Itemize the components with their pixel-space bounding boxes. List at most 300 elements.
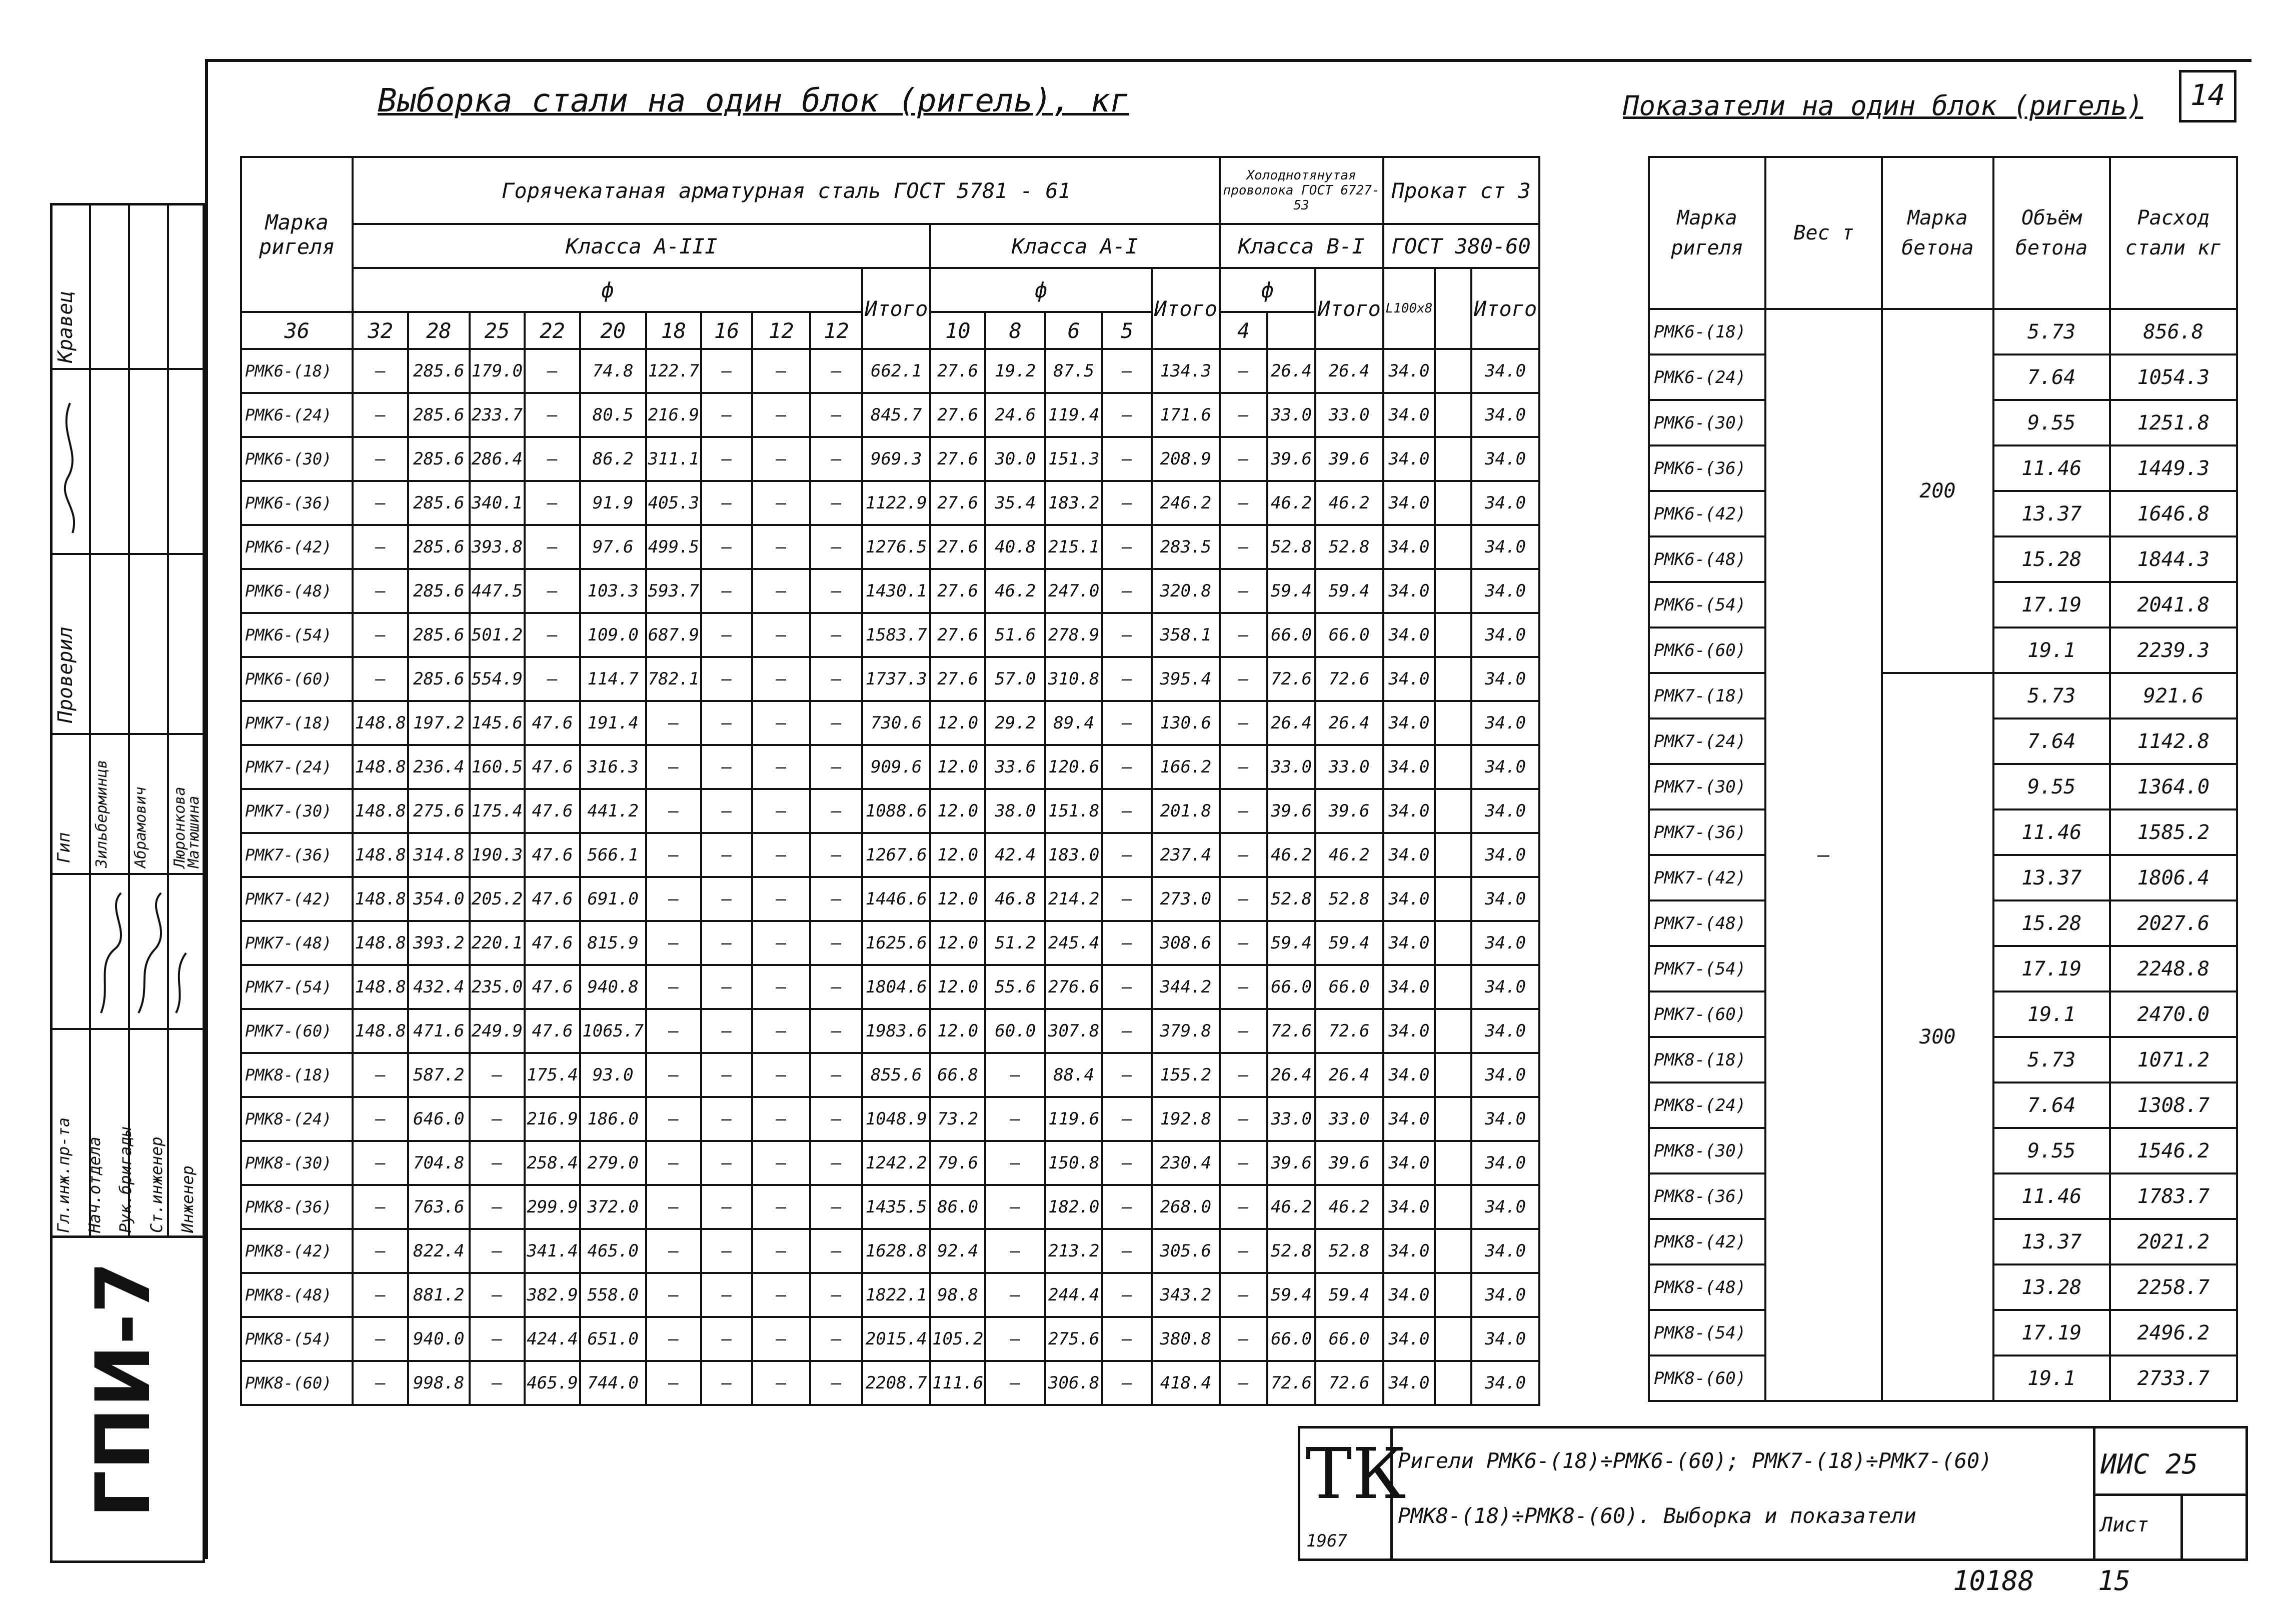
table-cell: — (1220, 1229, 1268, 1273)
table-cell: 465.9 (525, 1361, 580, 1405)
table-cell: 148.8 (353, 877, 408, 921)
table-cell: — (701, 1185, 752, 1229)
table-cell: 34.0 (1471, 1141, 1539, 1185)
table-cell: 2208.7 (862, 1361, 930, 1405)
row-mark: РМК6-(54) (1649, 582, 1765, 628)
table-cell: 1308.7 (2110, 1082, 2237, 1128)
table-cell: — (353, 1317, 408, 1361)
diameter-a3: 36 (241, 312, 353, 349)
table-cell: 311.1 (646, 437, 702, 481)
table-cell: 175.4 (525, 1053, 580, 1097)
table-row (241, 393, 1539, 437)
table-cell: 46.8 (985, 877, 1045, 921)
table-cell: 246.2 (1152, 481, 1220, 525)
table-cell: 197.2 (408, 701, 470, 745)
table-cell: 471.6 (408, 1009, 470, 1053)
table-cell: 1546.2 (2110, 1128, 2237, 1174)
table-cell: 1088.6 (862, 789, 930, 833)
row-mark: РМК7-(54) (241, 965, 353, 1009)
diameter-a3: 28 (408, 312, 470, 349)
table-cell: — (810, 1097, 862, 1141)
table-cell: 855.6 (862, 1053, 930, 1097)
table-cell: 34.0 (1471, 1097, 1539, 1141)
row-mark: РМК7-(48) (241, 921, 353, 965)
table-cell: 191.4 (580, 701, 646, 745)
table-cell: 148.8 (353, 965, 408, 1009)
table-cell: 26.4 (1315, 349, 1383, 393)
indicators-section-title: Показатели на один блок (ригель) (1623, 90, 2143, 122)
table-row (241, 701, 1539, 745)
table-cell: 72.6 (1315, 657, 1383, 701)
table-cell: — (810, 1185, 862, 1229)
table-cell: 9.55 (1993, 764, 2110, 810)
table-cell: — (470, 1097, 525, 1141)
header-cold-drawn: Холоднотянутая проволока ГОСТ 6727-53 (1220, 157, 1383, 224)
table-cell: — (1102, 1141, 1152, 1185)
ind-header-grade: Марка бетона (1882, 157, 1993, 309)
series: ИИС 25 (2100, 1448, 2198, 1480)
table-cell: 344.2 (1152, 965, 1220, 1009)
table-cell: 72.6 (1267, 657, 1315, 701)
table-cell: 38.0 (985, 789, 1045, 833)
year: 1967 (1306, 1531, 1347, 1551)
stamp-role: Гл.инж.пр-та (54, 1117, 73, 1233)
table-cell: — (1220, 657, 1268, 701)
table-cell: 34.0 (1471, 481, 1539, 525)
header-class-b1: Класса В-I (1220, 224, 1383, 268)
header-phi-a3: ф (353, 268, 862, 312)
table-cell: — (752, 657, 810, 701)
row-mark: РМК6-(24) (241, 393, 353, 437)
table-cell (1435, 921, 1471, 965)
table-cell: — (752, 1097, 810, 1141)
table-row (241, 613, 1539, 657)
table-cell: 220.1 (470, 921, 525, 965)
table-cell: 59.4 (1315, 569, 1383, 613)
table-cell: 395.4 (1152, 657, 1220, 701)
table-cell: 285.6 (408, 569, 470, 613)
table-cell: — (646, 965, 702, 1009)
table-cell: 208.9 (1152, 437, 1220, 481)
table-cell: 405.3 (646, 481, 702, 525)
table-cell: — (810, 1317, 862, 1361)
header-gost380: ГОСТ 380-60 (1383, 224, 1539, 268)
table-cell: — (1220, 833, 1268, 877)
table-cell: 17.19 (1993, 946, 2110, 992)
header-blank (1435, 268, 1471, 349)
table-cell: 12.0 (930, 745, 986, 789)
table-cell: 11.46 (1993, 446, 2110, 491)
table-cell: 418.4 (1152, 1361, 1220, 1405)
table-cell: 52.8 (1315, 877, 1383, 921)
table-cell: 47.6 (525, 789, 580, 833)
table-cell: 343.2 (1152, 1273, 1220, 1317)
table-cell: 47.6 (525, 745, 580, 789)
table-cell: — (752, 525, 810, 569)
table-cell: — (646, 1097, 702, 1141)
table-cell: 183.2 (1045, 481, 1102, 525)
table-cell: 5.73 (1993, 1037, 2110, 1082)
table-cell: — (985, 1097, 1045, 1141)
table-cell: — (1220, 1141, 1268, 1185)
table-cell: 34.0 (1383, 657, 1435, 701)
table-cell: 1267.6 (862, 833, 930, 877)
table-cell: — (1102, 569, 1152, 613)
header-phi-a1: ф (930, 268, 1152, 312)
table-cell: 52.8 (1267, 877, 1315, 921)
stamp-role: Нач.отдела (85, 1136, 104, 1233)
table-cell: — (701, 789, 752, 833)
table-cell: 230.4 (1152, 1141, 1220, 1185)
diameter-a1: 12 (810, 312, 862, 349)
table-cell: 2021.2 (2110, 1219, 2237, 1264)
row-mark: РМК6-(42) (1649, 491, 1765, 536)
table-cell: 34.0 (1383, 525, 1435, 569)
table-cell: 314.8 (408, 833, 470, 877)
table-cell: — (701, 569, 752, 613)
stamp-role: Инженер (178, 1166, 197, 1233)
table-cell: 1242.2 (862, 1141, 930, 1185)
table-cell: — (646, 789, 702, 833)
series-divider (2093, 1494, 2248, 1496)
stamp-role: Рук.бригады (116, 1127, 135, 1233)
table-cell: — (646, 833, 702, 877)
table-cell: — (810, 1141, 862, 1185)
table-cell: 134.3 (1152, 349, 1220, 393)
table-cell: — (1220, 1097, 1268, 1141)
table-cell: 160.5 (470, 745, 525, 789)
table-cell: 105.2 (930, 1317, 986, 1361)
signature-icon (53, 393, 88, 543)
table-cell: — (353, 613, 408, 657)
table-cell: 12.0 (930, 877, 986, 921)
table-cell: — (353, 1185, 408, 1229)
row-mark: РМК7-(24) (1649, 718, 1765, 764)
table-cell: 27.6 (930, 481, 986, 525)
table-cell: 17.19 (1993, 1310, 2110, 1356)
table-cell: 34.0 (1383, 481, 1435, 525)
table-cell: 845.7 (862, 393, 930, 437)
diameter-a3: 20 (580, 312, 646, 349)
table-cell: 46.2 (1315, 481, 1383, 525)
table-cell: — (701, 349, 752, 393)
table-cell: — (810, 1009, 862, 1053)
table-cell: 34.0 (1471, 833, 1539, 877)
table-cell: 72.6 (1315, 1009, 1383, 1053)
diameter-a3: 12 (752, 312, 810, 349)
table-cell: — (752, 789, 810, 833)
table-cell: 155.2 (1152, 1053, 1220, 1097)
table-cell: 2496.2 (2110, 1310, 2237, 1356)
table-cell: 72.6 (1267, 1009, 1315, 1053)
table-cell: 34.0 (1383, 393, 1435, 437)
table-cell: 34.0 (1471, 1185, 1539, 1229)
table-cell: 691.0 (580, 877, 646, 921)
ind-header-volume: Объём бетона (1993, 157, 2110, 309)
header-phi-b1: ф (1220, 268, 1315, 312)
table-cell: — (470, 1229, 525, 1273)
diameter-b1: 4 (1220, 312, 1268, 349)
table-cell: 109.0 (580, 613, 646, 657)
table-cell: 307.8 (1045, 1009, 1102, 1053)
table-cell: 122.7 (646, 349, 702, 393)
table-cell: 213.2 (1045, 1229, 1102, 1273)
table-cell: 33.0 (1315, 745, 1383, 789)
table-cell (1435, 789, 1471, 833)
table-row (241, 525, 1539, 569)
table-cell: 662.1 (862, 349, 930, 393)
table-cell: 179.0 (470, 349, 525, 393)
header-class-a1: Класса А-I (930, 224, 1220, 268)
row-mark: РМК6-(60) (1649, 628, 1765, 673)
table-cell: 34.0 (1471, 965, 1539, 1009)
table-cell: 236.4 (408, 745, 470, 789)
table-cell (1435, 1185, 1471, 1229)
table-cell: 26.4 (1267, 1053, 1315, 1097)
table-cell: 73.2 (930, 1097, 986, 1141)
table-cell: 441.2 (580, 789, 646, 833)
table-cell: 66.0 (1267, 613, 1315, 657)
table-cell: — (1102, 1185, 1152, 1229)
steel-section-title: Выборка стали на один блок (ригель), кг (378, 82, 1129, 120)
row-mark: РМК6-(48) (1649, 536, 1765, 582)
stamp-divider (167, 203, 169, 1238)
table-cell: 19.1 (1993, 1356, 2110, 1401)
row-mark: РМК6-(42) (241, 525, 353, 569)
table-row (241, 1229, 1539, 1273)
header-total-b1: Итого (1315, 268, 1383, 349)
table-cell: — (1102, 701, 1152, 745)
table-cell: 1844.3 (2110, 536, 2237, 582)
table-cell: 316.3 (580, 745, 646, 789)
table-cell: — (353, 525, 408, 569)
stamp-gip-label: Гип (54, 832, 74, 863)
ind-header-steel: Расход стали кг (2110, 157, 2237, 309)
header-mark: Марка ригеля (241, 157, 353, 312)
table-cell: 26.4 (1315, 701, 1383, 745)
table-cell: 501.2 (470, 613, 525, 657)
table-cell: — (701, 745, 752, 789)
grade-cell: 200 (1882, 309, 1993, 673)
table-cell: — (1220, 569, 1268, 613)
table-row (1649, 309, 2237, 354)
table-cell (1435, 525, 1471, 569)
table-cell: — (752, 1317, 810, 1361)
table-cell: — (1220, 525, 1268, 569)
table-cell: 39.6 (1267, 789, 1315, 833)
row-mark: РМК7-(30) (241, 789, 353, 833)
table-cell: 34.0 (1471, 1009, 1539, 1053)
table-cell: 103.3 (580, 569, 646, 613)
table-row (241, 569, 1539, 613)
row-mark: РМК7-(60) (241, 1009, 353, 1053)
row-mark: РМК7-(18) (1649, 673, 1765, 718)
table-cell: 34.0 (1471, 1361, 1539, 1405)
table-cell: 285.6 (408, 349, 470, 393)
table-cell: 192.8 (1152, 1097, 1220, 1141)
table-cell: — (752, 1361, 810, 1405)
table-cell: 1276.5 (862, 525, 930, 569)
row-mark: РМК6-(18) (1649, 309, 1765, 354)
table-cell: — (1102, 1053, 1152, 1097)
table-cell: 93.0 (580, 1053, 646, 1097)
table-cell: 1583.7 (862, 613, 930, 657)
table-cell: — (646, 1361, 702, 1405)
table-cell: 148.8 (353, 745, 408, 789)
table-cell: — (810, 349, 862, 393)
table-cell: 5.73 (1993, 309, 2110, 354)
table-cell: 34.0 (1471, 393, 1539, 437)
table-cell: 79.6 (930, 1141, 986, 1185)
table-cell: 7.64 (1993, 1082, 2110, 1128)
table-cell: 119.4 (1045, 393, 1102, 437)
row-mark: РМК6-(60) (241, 657, 353, 701)
table-cell: 11.46 (1993, 810, 2110, 855)
stamp-divider (50, 368, 205, 370)
table-cell: 34.0 (1383, 437, 1435, 481)
table-cell: — (810, 481, 862, 525)
diameter-a1: 6 (1045, 312, 1102, 349)
table-cell: 34.0 (1471, 921, 1539, 965)
table-cell: 46.2 (1315, 1185, 1383, 1229)
grade-cell: 300 (1882, 673, 1993, 1401)
table-cell: 1783.7 (2110, 1174, 2237, 1219)
table-cell: 34.0 (1471, 877, 1539, 921)
table-cell: 34.0 (1471, 349, 1539, 393)
table-cell: — (1102, 349, 1152, 393)
row-mark: РМК8-(60) (241, 1361, 353, 1405)
header-plate: L100x8 (1383, 268, 1435, 349)
table-cell: 822.4 (408, 1229, 470, 1273)
row-mark: РМК8-(42) (241, 1229, 353, 1273)
table-cell: — (701, 833, 752, 877)
table-cell: 7.64 (1993, 718, 2110, 764)
table-cell: 27.6 (930, 657, 986, 701)
table-cell: 2248.8 (2110, 946, 2237, 992)
table-cell: 9.55 (1993, 1128, 2110, 1174)
table-cell: 247.0 (1045, 569, 1102, 613)
weight-cell: — (1765, 309, 1882, 1401)
table-cell: — (752, 393, 810, 437)
table-cell: — (1220, 877, 1268, 921)
table-cell: 237.4 (1152, 833, 1220, 877)
table-cell: — (985, 1361, 1045, 1405)
table-cell: 216.9 (525, 1097, 580, 1141)
table-cell: 34.0 (1471, 437, 1539, 481)
table-cell: 34.0 (1383, 1097, 1435, 1141)
table-cell: — (1102, 1009, 1152, 1053)
table-cell: — (470, 1053, 525, 1097)
diameter-a3: 16 (701, 312, 752, 349)
table-cell: 183.0 (1045, 833, 1102, 877)
table-cell (1435, 1009, 1471, 1053)
table-cell: 1449.3 (2110, 446, 2237, 491)
table-cell: 465.0 (580, 1229, 646, 1273)
row-mark: РМК8-(48) (241, 1273, 353, 1317)
table-cell: — (752, 1141, 810, 1185)
table-cell: — (752, 1273, 810, 1317)
row-mark: РМК7-(24) (241, 745, 353, 789)
table-cell: 285.6 (408, 525, 470, 569)
row-mark: РМК8-(18) (1649, 1037, 1765, 1082)
table-cell: 1983.6 (862, 1009, 930, 1053)
table-cell: — (1102, 965, 1152, 1009)
table-cell: 205.2 (470, 877, 525, 921)
table-cell: — (353, 1229, 408, 1273)
signature-icon (91, 888, 206, 1023)
table-cell: 393.8 (470, 525, 525, 569)
table-cell: 2733.7 (2110, 1356, 2237, 1401)
table-row (241, 745, 1539, 789)
table-cell: — (810, 393, 862, 437)
table-cell: 19.1 (1993, 992, 2110, 1037)
table-cell: — (752, 613, 810, 657)
table-cell: — (525, 613, 580, 657)
table-cell: — (752, 1053, 810, 1097)
table-cell: 34.0 (1471, 745, 1539, 789)
stamp-name: Абрамович (132, 786, 150, 868)
table-cell: 47.6 (525, 833, 580, 877)
table-cell: 87.5 (1045, 349, 1102, 393)
table-cell: — (646, 1009, 702, 1053)
table-cell: — (1220, 481, 1268, 525)
table-cell: 998.8 (408, 1361, 470, 1405)
table-cell: — (752, 745, 810, 789)
table-cell: 424.4 (525, 1317, 580, 1361)
table-row (241, 1317, 1539, 1361)
table-cell: 278.9 (1045, 613, 1102, 657)
table-cell (1435, 701, 1471, 745)
table-cell (1435, 657, 1471, 701)
table-cell: — (525, 569, 580, 613)
row-mark: РМК6-(48) (241, 569, 353, 613)
table-cell: 593.7 (646, 569, 702, 613)
table-cell: — (646, 877, 702, 921)
table-cell: 1364.0 (2110, 764, 2237, 810)
header-total-rolled: Итого (1471, 268, 1539, 349)
table-cell: 275.6 (408, 789, 470, 833)
stamp-name: Матюшина (185, 796, 203, 868)
archive-number: 10188 (1953, 1565, 2034, 1596)
table-cell: — (353, 481, 408, 525)
table-row (241, 965, 1539, 1009)
table-cell: 27.6 (930, 569, 986, 613)
table-cell: — (1102, 1097, 1152, 1141)
header-total-a1: Итого (1152, 268, 1220, 349)
table-cell: 382.9 (525, 1273, 580, 1317)
table-cell: 130.6 (1152, 701, 1220, 745)
row-mark: РМК8-(42) (1649, 1219, 1765, 1264)
table-cell: 57.0 (985, 657, 1045, 701)
row-mark: РМК6-(18) (241, 349, 353, 393)
table-row (241, 1097, 1539, 1141)
table-cell: 1646.8 (2110, 491, 2237, 536)
table-cell: — (985, 1229, 1045, 1273)
table-cell: 1054.3 (2110, 354, 2237, 400)
table-cell: 909.6 (862, 745, 930, 789)
table-cell: — (1102, 1273, 1152, 1317)
table-cell: 52.8 (1267, 1229, 1315, 1273)
table-cell: 151.3 (1045, 437, 1102, 481)
header-total-a3: Итого (862, 268, 930, 349)
table-cell: — (353, 569, 408, 613)
table-cell: 166.2 (1152, 745, 1220, 789)
table-cell: 186.0 (580, 1097, 646, 1141)
table-cell: 12.0 (930, 1009, 986, 1053)
table-cell: 1804.6 (862, 965, 930, 1009)
table-cell: 47.6 (525, 877, 580, 921)
logo-text: ТК (1305, 1434, 1406, 1515)
